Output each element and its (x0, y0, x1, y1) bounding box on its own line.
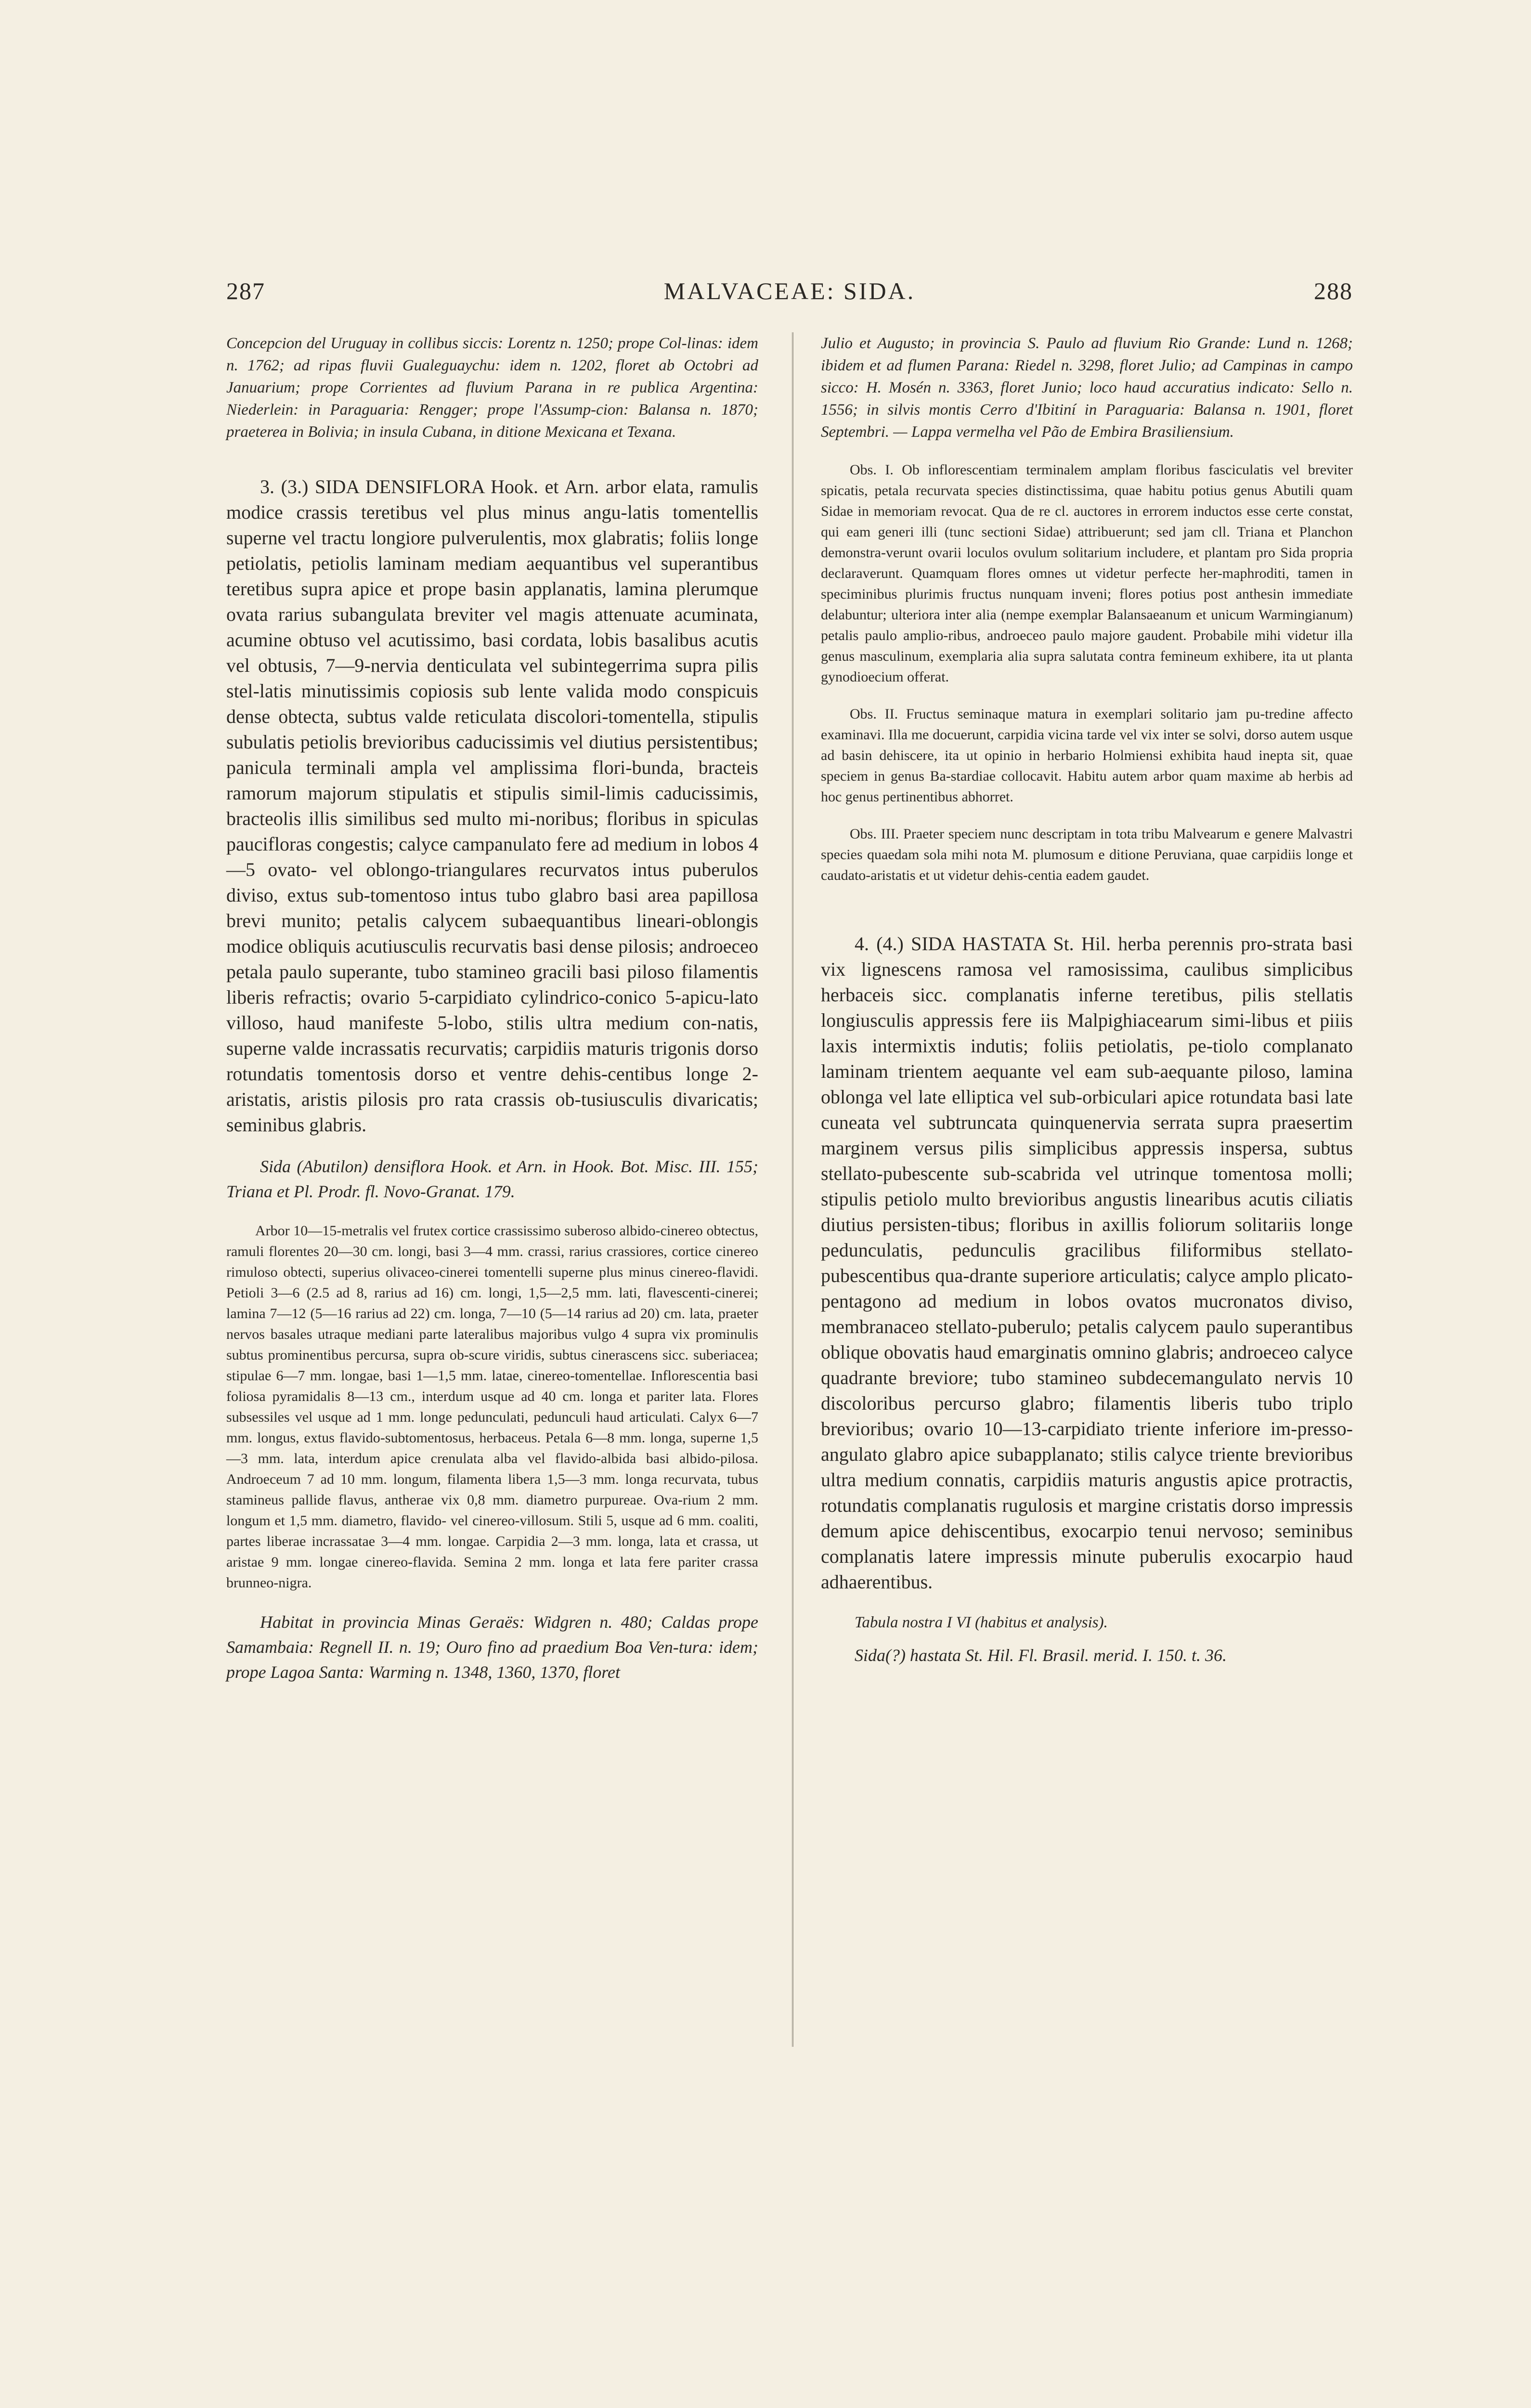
species-3-description: Arbor 10—15-metralis vel frutex cortice crassissimo suberoso albido-cinereo obtectus, ramuli florentes 20—30 cm. longi, basi 3—4 mm. crassi, rarius crassiores, cortice cinereo rimuloso obtecti, superius olivaceo-cinerei tomentelli superne plus minus cinereo-flavidi. Petioli 3—6 (2.5 ad 8, rarius ad 16) cm. longi, 1,5—2,5 mm. lati, flavescenti-cinerei; lamina 7—12 (5—16 rarius ad 22) cm. longa, 7—10 (5—14 rarius ad 20) cm. lata, praeter nervos basales utraque mediani parte lateralibus majoribus vulgo 4 supra vix prominulis subtus prominentibus percursa, supra ob-scure viridis, subtus cinerascens sicc. suberiacea; stipulae 6—7 mm. longae, basi 1—1,5 mm. latae, cinereo-tomentellae. Inflorescentia basi foliosa pyramidalis 8—13 cm., interdum usque ad 40 cm. longa et pariter lata. Flores subsessiles vel usque ad 1 mm. longe pedunculati, pedunculi haud articulati. Calyx 6—7 mm. longus, extus flavido-subtomentosus, herbaceus. Petala 6—8 mm. longa, superne 1,5—3 mm. lata, interdum apice crenulata alba vel flavido-albida basi albido-pilosa. Androeceum 7 ad 10 mm. longum, filamenta libera 1,5—3 mm. longa recurvata, tubus stamineus pallide flavus, antherae vix 0,8 mm. diametro purpureae. Ova-rium 2 mm. longum et 1,5 mm. diametro, flavido- vel cinereo-villosum. Stili 5, usque ad 6 mm. coaliti, partes liberae incrassatae 3—4 mm. longae. Carpidia 2—3 mm. longa, lata et crassa, ut aristae 9 mm. longae cinereo-flavida. Semina 2 mm. longa et lata fere pariter crassa brunneo-nigra. (226, 1223, 758, 1591)
page-number-left: 287 (226, 277, 265, 304)
right-column (821, 332, 1353, 1684)
page-header (226, 277, 1353, 306)
observation-1: Obs. I. Ob inflorescentiam terminalem amplam floribus fasciculatis vel breviter spicatis, petala recurvata species distinctissima, quae habitu potius genus Abutili quam Sidae in memoriam revocat. Qua de re cl. auctores in errorem inductos esse certe constat, qui eam generi illi (tunc sectioni Sidae) attribuerunt; sed jam cll. Triana et Planchon demonstra-verunt ovarii loculos ovulum solitarium includere, et plantam pro Sida propria declaraverunt. Quamquam flores omnes ut videtur perfecte her-maphroditi, tamen in speciminibus plurimis fructus nunquam inveni; flores potius post anthesin immediate delabuntur; ulteriora inter alia (nempe exemplar Balansaeanum et unicum Warmingianum) petalis paulo amplio-ribus, androeceo paulo majore gaudent. Probabile mihi videtur illa genus masculinum, exemplaria alia supra salutata contra femineum exhibere, ita ut planta gynodioecium offerat. (821, 462, 1353, 685)
observation-3: Obs. III. Praeter speciem nunc descriptam in tota tribu Malvearum e genere Malvastri species quaedam sola mihi nota M. plumosum e ditione Peruviana, quae carpidiis longe et caudato-aristatis et ut videtur dehis-centia eadem gaudet. (821, 826, 1353, 883)
species-4-citation: Sida(?) hastata St. Hil. Fl. Brasil. merid. I. 150. t. 36. (855, 1646, 1227, 1665)
species-4-diagnosis: 4. (4.) SIDA HASTATA St. Hil. herba perennis pro-strata basi vix lignescens ramosa vel ramosissima, caulibus simplicibus herbaceis sicc. complanatis inferne teretibus, pilis stellatis longiusculis appressis fere iis Malpighiacearum simi-libus et piiis laxis intermixtis indutis; foliis petiolatis, pe-tiolo complanato laminam trientem aequante vel eam sub-aequante piloso, lamina oblonga vel late elliptica vel sub-orbiculari apice rotundata basi late cuneata vel subtruncata quinquenervia serrata supra praesertim marginem versus pilis simplicibus appressis inspersa, subtus stellato-pubescente sub-scabrida vel utrinque tomentosa molli; stipulis petiolo multo brevioribus angustis linearibus acutis ciliatis diutius persisten-tibus; floribus in axillis foliorum solitariis longe pedunculatis, pedunculis gracilibus filiformibus stellato-pubescentibus qua-drante superiore articulatis; calyce amplo plicato-pentagono ad medium in lobos ovatos mucronatos diviso, membranaceo stellato-puberulo; petalis calycem paulo superantibus oblique obovatis haud emarginatis omnino glabris; androeceo calyce quadrante breviore; tubo stamineo subdecemangulato nervis 10 discoloribus percurso glabro; filamentis liberis tubo triplo brevioribus; ovario 10—13-carpidiato triente inferiore im-presso-angulato glabro apice subapplanato; stilis calyce triente brevioribus ultra medium connatis, carpidiis maturis angustis apice protractis, rotundatis complanatis rugulosis et margine cristatis dorso impressis demum apice dehiscentibus, exocarpio tenui nervoso; seminibus complanatis latere impressis minute puberulis exocarpio haud adhaerentibus. (821, 933, 1353, 1593)
distribution-continued: Concepcion del Uruguay in collibus siccis: Lorentz n. 1250; prope Col-linas: idem n. 1762; ad ripas fluvii Gualeguaychu: idem n. 1202, floret ab Octobri ad Januarium; prope Corrientes ad fluvium Parana in re publica Argentina: Niederlein: in Paraguaria: Rengger; prope l'Assump-cion: Balansa n. 1870; praeterea in Bolivia; in insula Cubana, in ditione Mexicana et Texana. (226, 335, 758, 441)
species-3-diagnosis: 3. (3.) SIDA DENSIFLORA Hook. et Arn. arbor elata, ramulis modice crassis teretibus vel plus minus angu-latis tomentellis superne vel tractu longiore pulverulentis, mox glabratis; foliis longe petiolatis, petiolis laminam mediam aequantibus vel superantibus teretibus supra apice et prope basin applanatis, lamina plerumque ovata rarius subangulata breviter vel magis attenuate acuminata, acumine obtuso vel acutissimo, basi cordata, lobis basalibus acutis vel obtusis, 7—9-nervia denticulata vel subintegerrima supra pilis stel-latis minutissimis copiosis sub lente valida modo conspicuis dense obtecta, subtus valde reticulata discolori-tomentella, stipulis subulatis petiolis brevioribus caducissimis vel diutius persistentibus; panicula terminali ampla vel amplissima flori-bunda, bracteis ramorum majorum stipulatis et stipulis simil-limis caducissimis, bracteolis illis similibus sed multo mi-noribus; floribus in spiculas paucifloras congestis; calyce campanulato fere ad medium in lobos 4—5 ovato- vel oblongo-triangulares recurvatos intus puberulos diviso, extus sub-tomentoso intus tubo glabro basi area papillosa brevi munito; petalis calycem subaequantibus lineari-oblongis modice obliquis acutiusculis recurvatis basi dense pilosis; androeceo petala paulo superante, tubo stamineo gracili basi piloso filamentis liberis refractis; ovario 5-carpidiato cylindrico-conico 5-apicu-lato villoso, haud manifeste 5-lobo, stilis ultra medium con-natis, superne valde incrassatis recurvatis; carpidiis maturis trigonis dorso rotundatis tomentosis dorso et ventre dehis-centibus longe 2-aristatis, aristis pilosis pro rata crassis ob-tusiusculis divaricatis; seminibus glabris. (226, 476, 758, 1136)
plate-reference: Tabula nostra I VI (habitus et analysis). (855, 1614, 1108, 1631)
habitat-continued: Julio et Augusto; in provincia S. Paulo ad fluvium Rio Grande: Lund n. 1268; ibidem et ad flumen Parana: Riedel n. 3298, floret Julio; ad Campinas in campo sicco: H. Mosén n. 3363, floret Junio; loco haud accuratius indicato: Sello n. 1556; in silvis montis Cerro d'Ibitiní in Paraguaria: Balansa n. 1901, floret Septembri. — Lappa vermelha vel Pão de Embira Brasiliensium. (821, 335, 1353, 441)
left-column (226, 332, 758, 1701)
column-divider (792, 332, 793, 2047)
page-number-right: 288 (1314, 277, 1353, 304)
running-title: MALVACEAE: SIDA. (663, 277, 916, 304)
species-3-habitat: Habitat in provincia Minas Geraës: Widgren n. 480; Caldas prope Samambaia: Regnell II. n. 19; Ouro fino ad praedium Boa Ven-tura: idem; prope Lagoa Santa: Warming n. 1348, 1360, 1370, floret (226, 1612, 758, 1682)
observation-2: Obs. II. Fructus seminaque matura in exemplari solitario jam pu-tredine affecto examinavi. Illa me docuerunt, carpidia vicina tarde vel vix inter se solvi, dorso autem usque ad basin dehiscere, ita ut opinio in herbario Holmiensi exhibita haud inepta sit, quae speciem in genus Ba-stardiae collocavit. Habitu autem arbor quam maxime ab herbis ad hoc genus pertinentibus abhorret. (821, 706, 1353, 805)
species-3-citation: Sida (Abutilon) densiflora Hook. et Arn. in Hook. Bot. Misc. III. 155; Triana et Pl. Prodr. fl. Novo-Granat. 179. (226, 1157, 758, 1201)
